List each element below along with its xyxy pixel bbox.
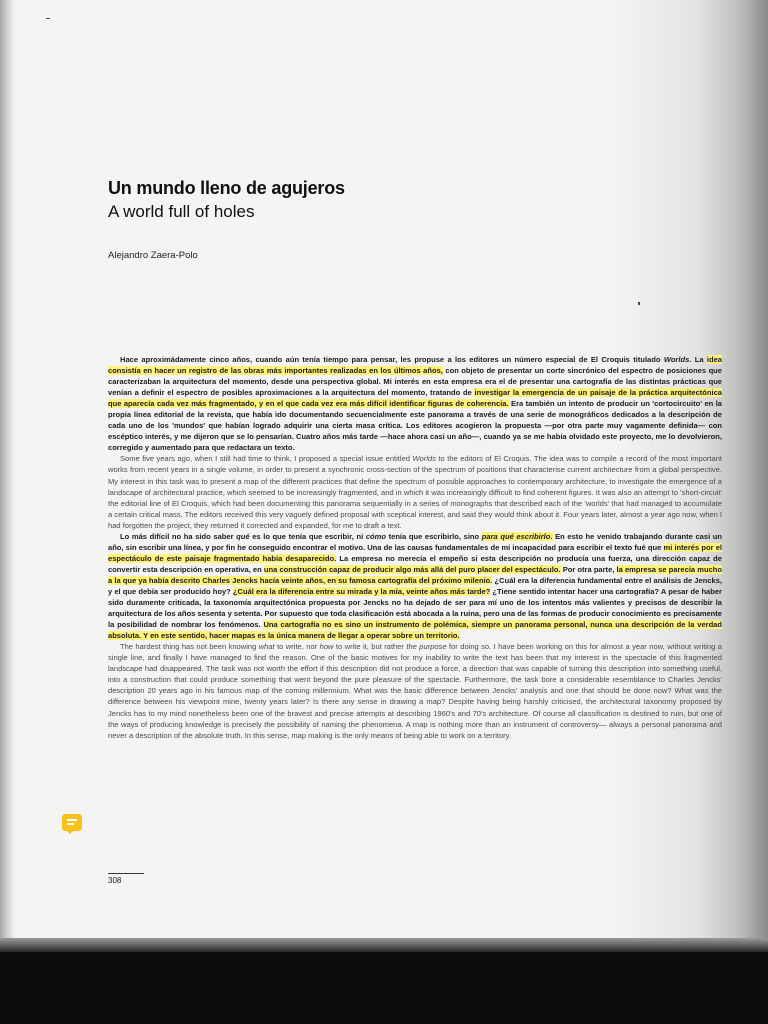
paragraph-en-1: Some five years ago, when I still had time to think, I proposed a special issue entitled Worlds to the editors of El Croquis. The idea was to compile a record of the most important works from recent years in a single volume, in order to present a synchronic cross-section of the spectrum of positions that characterise current architecture from a global perspective. My interest in this task was to present a map of the different practices that define the spectrum of possible approaches to contemporary architecture, to investigate the emergence of a landscape of architectural practice, which seemed to be increasingly fragmented, and in which it was increasingly difficult to find coherent figures. It was also an attempt to 'short-circuit' the editorial line of El Croquis, which had been documenting this panorama sequentially in a series of monographs that described each of the 'worlds' that had managed to accumulate a certain critical mass. The editors received this very vaguely defined proposal with sceptical interest, and said they would think about it. Four years later, almost a year ago now, when I had forgotten the project, they returned it corrected and expanded, for me to draft a text. — [108, 454, 722, 530]
highlight[interactable]: ¿Cuál era la diferencia entre su mirada y la mía, veinte años más tarde? — [232, 586, 491, 596]
page-bottom-edge — [0, 938, 768, 952]
spine-shadow — [0, 0, 14, 948]
highlight[interactable]: idea consistía en hacer un registro de las obras más importantes realizadas en los últimos años, — [108, 355, 722, 376]
author-byline: Alejandro Zaera-Polo — [108, 250, 198, 261]
comment-note-icon[interactable] — [62, 814, 82, 831]
scan-mark — [46, 18, 50, 19]
page-title-english: A world full of holes — [108, 202, 255, 221]
highlight[interactable]: Una cartografía no es sino un instrumento de polémica, siempre un panorama personal, nunca una descripción de la verdad absoluta. Y en este sentido, hacer mapas es la única manera de llegar a operar sobre un territorio. — [108, 620, 722, 641]
page-number: 308 — [108, 876, 122, 885]
paragraph-es-2: Lo más difícil no ha sido saber qué es lo que tenía que escribir, ni cómo tenía que escribirlo, sino para qué escribirlo. En esto he venido trabajando durante casi un año, sin escribir una línea, y por fin he conseguido encontrar el motivo. Una de las causas fundamentales de mi incapacidad para escribir el texto fué que mi interés por el espectáculo de este paisaje fragmentado había desaparecido. La empresa no merecía el empeño si esta descripción no producía una fuerza, una dirección capaz de convertir esta descripción en operativa, en una construcción capaz de producir algo más allá del puro placer del espectáculo. Por otra parte, la empresa se parecía mucho a la que ya había descrito Charles Jencks hacía veinte años, en su famosa cartografía del próximo milenio. ¿Cuál era la diferencia fundamental entre el análisis de Jencks, y el que debía ser producido hoy? ¿Cuál era la diferencia entre su mirada y la mía, veinte años más tarde? ¿Tiene sentido intentar hacer una cartografía? A pesar de haber sido duramente criticada, la taxonomía arquitectónica propuesta por Jencks no ha dejado de ser para mí uno de los intentos más valientes y precisos de describir la arquitectura de los años sesenta y setenta. Por supuesto que toda clasificación está abocada a la ruina, pero una de las formas de producir conocimiento es precisamente la posibilidad de nombrar los fenómenos. Una cartografía no es sino un instrumento de polémica, siempre un panorama personal, nunca una descripción de la verdad absoluta. Y en este sentido, hacer mapas es la única manera de llegar a operar sobre un territorio. — [108, 531, 723, 641]
highlight[interactable]: la empresa se parecía mucho a la que ya había descrito Charles Jencks hacía veinte años, en su famosa cartografía del próximo milenio. — [108, 564, 722, 585]
paragraph-en-2: The hardest thing has not been knowing what to write, nor how to write it, but rather the purpose for doing so. I have been working on this for almost a year now, without writing a single line, and finally I have managed to find the reason. One of the basic motives for my inability to write the text has been that my interest in the spectacle of this fragmented landscape had disappeared. The task was not worth the effort if this description did not produce a force, a direction that was capable of turning this description into something useful, into a construction that could produce something that went beyond the pure pleasure of the spectacle. Furthermore, the task bore a considerable resemblance to Charles Jencks' description 20 years ago in his famous map of the coming millennium. What was the basic difference between Jencks' analysis and one that should be done now? What was the difference between his viewpoint mine, twenty years later? Is there any sense in drawing a map? Despite having being harshly criticised, the architectural taxonomy proposed by Jencks has to my mind nonetheless been one of the bravest and precise attempts at describing 1960's and 70's architecture. Of course all classification is destined to ruin, but one of the ways of producing knowledge is precisely the possibility of naming the phenomena. A map is nothing more than an instrument of controversy— always a personal panorama and never a description of the absolute truth. In this sense, map making is the only means of being able to work on a territory. — [108, 642, 722, 740]
highlight[interactable]: investigar la emergencia de un paisaje de la práctica arquitectónica que aparecía cada vez más fragmentado, y en el que cada vez era más difícil identificar figuras de coherencia. — [108, 388, 722, 409]
highlight[interactable]: una construcción capaz de producir algo más allá del puro placer del espectáculo. — [263, 564, 561, 574]
highlight[interactable]: mi interés por el espectáculo de este paisaje fragmentado había desaparecido. — [108, 542, 722, 563]
scan-speck — [638, 302, 640, 305]
article-body — [108, 354, 722, 741]
folio-rule — [108, 873, 144, 874]
comment-note-icon-tail — [66, 830, 74, 834]
paragraph-es-1: Hace aproximádamente cinco años, cuando aún tenía tiempo para pensar, les propuse a los editores un número especial de El Croquis titulado Worlds. La idea consistía en hacer un registro de las obras más importantes realizadas en los últimos años, con objeto de presentar un corte sincrónico del espectro de posiciones que caracterizaban la arquitectura del momento, desde una perspectiva global. Mi interés en esta empresa era el de presentar una cartografía de las distintas prácticas que venían a definir el espectro de posibles aproximaciones a la arquitectura del momento, tratando de investigar la emergencia de un paisaje de la práctica arquitectónica que aparecía cada vez más fragmentado, y en el que cada vez era más difícil identificar figuras de coherencia. Era también un intento de producir un 'cortocircuito' en la propia línea editorial de la revista, que había ido documentando secuencialmente este panorama a través de una serie de monográficos dedicados a la descripción de cada uno de los 'mundos' que habían logrado adquirir una cierta masa crítica. Los editores acogieron la propuesta —por otra parte muy vagamente definida— con escéptico interés, y me dijeron que se lo pensarían. Cuatro años más tarde —hace ahora casi un año—, cuando ya se me había olvidado este proyecto, me lo devolvieron, corregido y aumentado para que redactara un texto. — [108, 355, 722, 453]
highlight[interactable]: para qué escribirlo. — [481, 531, 553, 541]
page-title-spanish: Un mundo lleno de agujeros — [108, 178, 345, 198]
